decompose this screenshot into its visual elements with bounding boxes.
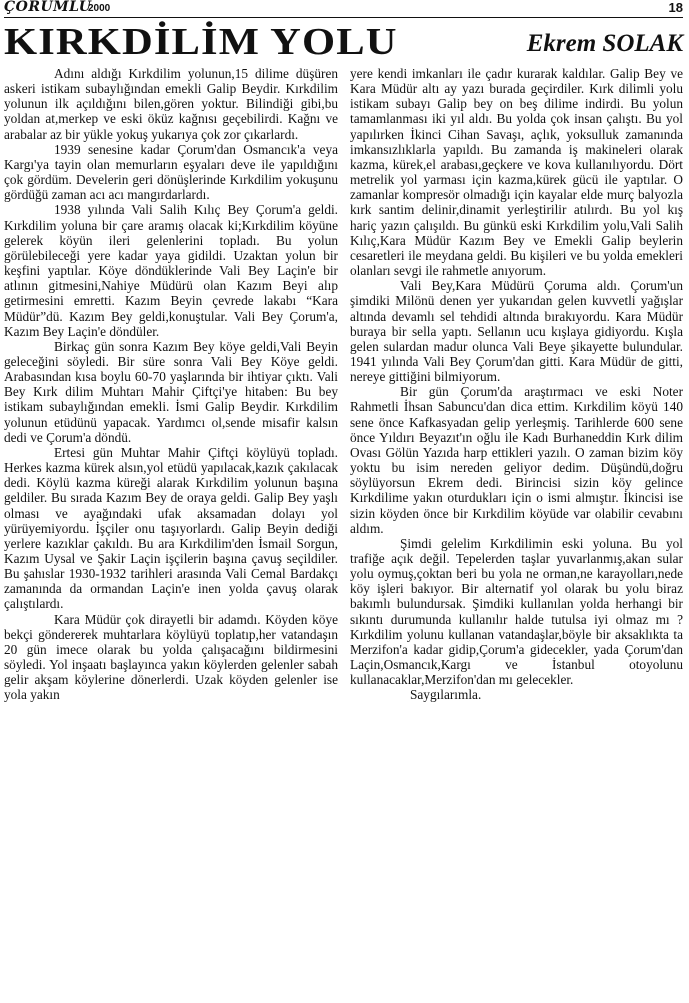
article-paragraph: 1939 senesine kadar Çorum'dan Osmancık'a veya Kargı'ya tayin olan memurların eşyaları deve ile yapıldığını çok gördüm. Develerin geri dönüşlerinde Kırkdilim yokuşunu gördüğü zaman acı acı mangırdarlardı. bbox=[4, 141, 338, 203]
article-paragraph: Adını aldığı Kırkdilim yolunun,15 dilime düşüren askeri istikam subaylığından emekli Galip Beydir. Kırkdilim yolunun ilk açıldığını bilen,gören yoktur. Bilindiği gibi,bu yoldan at,merkep ve eski öküz kağnısı geçebilirdi. Kağnı ve arabalar az bir yükle yokuş yukarıya çok zor çıkarlardı. bbox=[4, 66, 338, 142]
article-author: Ekrem SOLAK bbox=[526, 30, 683, 57]
article-paragraph: Bir gün Çorum'da araştırmacı ve eski Noter Rahmetli İhsan Sabuncu'dan dica ettim. Kırkdilim köyü 140 sene önce Kafkasyadan gelip yerleşmiş. Tarihlerde 600 sene önce Yıldırı Beyazıt'ın oğlu ile Kadı Burhaneddin Kırk dilim Ovası Gölün Yazıda harp ettikleri yazılı. O zaman bizim köy yoktu bu isim nereden geliyor dedim. Düşündü,doğru söylüyorsun Ekrem dedi. Birincisi sizin köy gelince Kırkdilime yakın oturdukları için o ismi almıştır. İkincisi ise sizin köyden önce bir Kırkdilim köyüde var olabilir cevabını aldım. bbox=[350, 384, 683, 536]
left-column bbox=[4, 66, 338, 703]
article-paragraph: Kara Müdür çok dirayetli bir adamdı. Köyden köye bekçi göndererek muhtarlara köylüyü toplatıp,her vatandaşın 20 gün imece olarak bu yolda çalışacağını bildirmesini söyledi. Yol inşaatı başlayınca yakın köylerden gelenler sabah gelir akşam köylerine dönerlerdi. Uzak köyden gelenler ise yola yakın bbox=[4, 611, 338, 703]
article-paragraph: Ertesi gün Muhtar Mahir Çiftçi köylüyü topladı. Herkes kazma kürek alsın,yol etüdü yapılacak,kazık çakılacak dedi. Köylü kazma küreği alarak Kırkdilim yolunun başına geldiler. Bu sırada Kazım Bey de oraya geldi. Galip Bey yaşlı olması ve ayağındaki ufak aksamadan dolayı yol yürüyemiyordu. İşçiler onu taşıyorlardı. Galip Beyin dediği yerlere kazıklar çakıldı. Bu ara Kırkdilim'den İsmail Sorgun, Kazım Uysal ve Şakir Laçin işçilerin başına çavuş seçildiler. Bu şahıslar 1930-1932 tarihleri arasında Vali Cemal Bardakçı zamanında da ormandan Laçin'e inen yolda çavuş olarak çalıştılardı. bbox=[4, 444, 338, 612]
page-number: 18 bbox=[668, 0, 683, 15]
article-paragraph: yere kendi imkanları ile çadır kurarak kaldılar. Galip Bey ve Kara Müdür altı ay yazı burada geçirdiler. Kırk dilimli yolu istikam subayı Galip bey on beş dilime indirdi. Bu yolun tamamlanması iki yıl aldı. Bu yolda çok insan çalıştı. Bu yol yapılırken İkinci Cihan Savaşı, açlık, yoksulluk zamanında imkansızlıklarla yapıldı. Bu zamanda iş makineleri olarak kazma, kürek,el arabası,geçkere ve kova kullanılıyordu. Dört metrelik yol yarması için kazma,kürek gücü ile yaptılar. O zamanlar kompresör olmadığı için kayalar elde murç balyozla kırk santim delinir,dinamit yerleştirilir atılırdı. Bu yol kış hariç yazın çalışıldı. Bu günkü eski Kırkdilim yolu,Vali Salih Kılıç,Kara Müdür Kazım Bey ve Emekli Galip beylerin cesaretleri ile meydana geldi. Bu kişileri ve bu yolda emekleri olanları sevgi ile rahmetle anıyorum. bbox=[350, 66, 683, 279]
page-header bbox=[4, 0, 683, 18]
article-paragraph: 1938 yılında Vali Salih Kılıç Bey Çorum'a geldi. Kırkdilim yoluna bir çare aramış olacak ki;Kırkdilim köyüne gelerek köyün ileri gelenlerini topladı. Bu yolun görülebileceği yere kadar yaya gidildi. Uzaktan yolun bir keşfini yaptılar. Köye döndüklerinde Vali Bey Laçin'e bir atlının gitmesini,Nahiye Müdürü olan Kazım Beyi alıp getirmesini emretti. Kazım Beyin çevrede lakabı “Kara Müdür”dü. Kazım Bey geldi,konuştular. Vali Bey Çorum'a, Kazım Bey Laçin'e döndüler. bbox=[4, 202, 338, 339]
issue-year: 2000 bbox=[88, 3, 111, 14]
article-paragraph: Şimdi gelelim Kırkdilimin eski yoluna. Bu yol trafiğe açık değil. Tepelerden taşlar yuvarlanmış,akan sular yolu oymuş,çoktan beri bu yola ne orman,ne karayolları,nede köy işleri bakıyor. Bir alternatif yol olarak bu yolu biraz bakımlı bulundursak. Şimdiki kullanılan yolda herhangi bir sıkıntı durumunda kullanılır halde tutulsa iyi olmaz mı ? Kırkdilim yolunu kullanan vatandaşlar,böyle bir aksaklıkta ta Merzifon'a kadar gidip,Çorum'a gidecekler, yada Çorum'dan Laçin,Osmancık,Kargı ve İstanbul otoyolunu kullanacaklar,Merzifon'dan mı gelecekler. bbox=[350, 535, 683, 688]
article-paragraph: Birkaç gün sonra Kazım Bey köye geldi,Vali Beyin geleceğini söyledi. Bir süre sonra Vali Bey Köye geldi. Arabasından kısa boylu 60-70 yaşlarında bir ihtiyar çıktı. Vali Bey Kırk dilim Muhtarı Mahir Çiftçi'ye hitaben: Bu bey istikam subaylığından emekli. İsmi Galip Beydir. Kırkdilim yolunun etüdünü yapacak. Yardımcı ol,sende misafir kalsın dedi ve Çorum'a döndü. bbox=[4, 338, 338, 445]
article-paragraph: Vali Bey,Kara Müdürü Çoruma aldı. Çorum'un şimdiki Milönü denen yer yukarıdan gelen kuvvetli yağışlar altında devamlı sel tehdidi altında bırakıyordu. Kara Müdür buraya bir sella yaptı. Sellanın ucu kışlaya gidiyordu. Kışla gelen sulardan madur olunca Vali Beye şikayette bulundular. 1941 yılında Vali Bey Çorum'dan gitti. Kara Müdür de gitti, nereye gittiğini bilmiyorum. bbox=[350, 278, 683, 385]
right-column bbox=[350, 66, 683, 703]
article-signoff: Saygılarımla. bbox=[410, 687, 482, 703]
article-title: KIRKDİLİM YOLU bbox=[4, 21, 398, 63]
newspaper-name: ÇORUMLU bbox=[4, 0, 92, 15]
